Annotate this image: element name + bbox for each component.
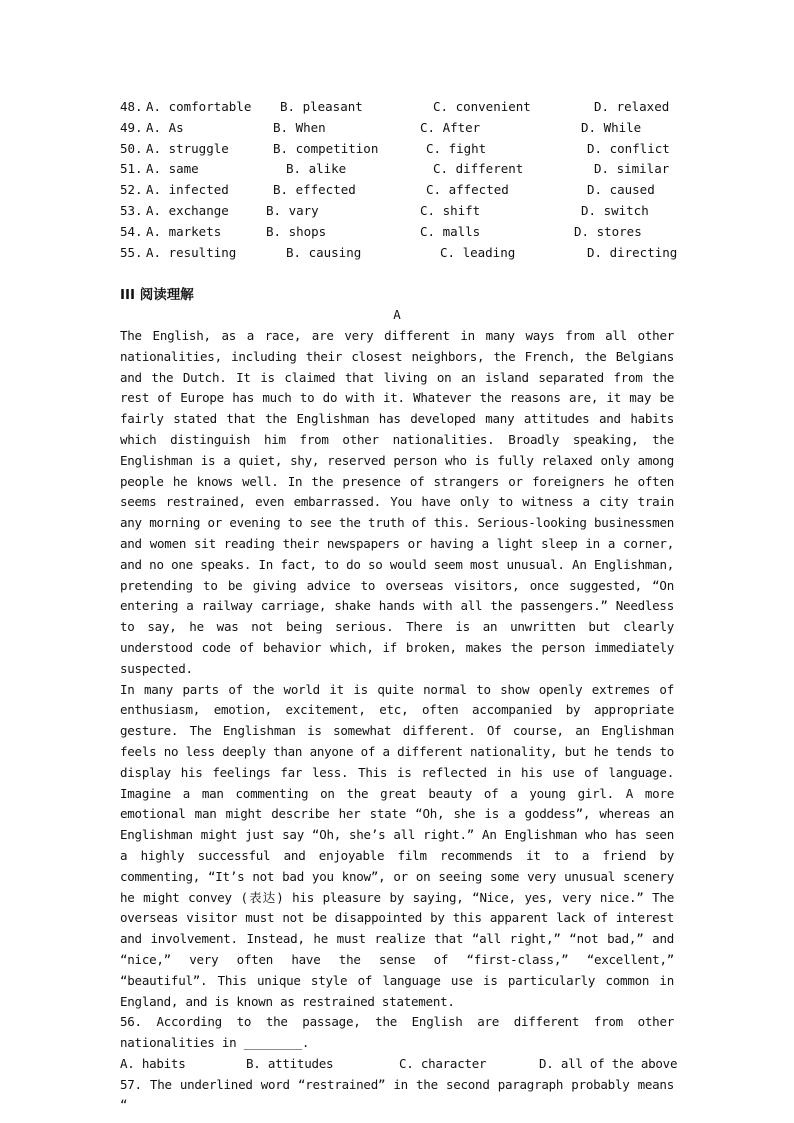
option-c: C. convenient: [433, 99, 531, 114]
passage-label: A: [393, 307, 401, 322]
question-57-stem: 57. The underlined word “restrained” in the second paragraph probably means “: [120, 1076, 674, 1113]
reading-passage: [120, 326, 678, 1116]
paragraph-1: The English, as a race, are very different in many ways from all other nationalities, including their closest neighbors, the French, the Belgians and the Dutch. It is claimed that living on an island separated from the rest of Europe has much to do with it. Whatever the reasons are, it may be fairly stated that the Englishman has developed many attitudes and habits which distinguish him from other nationalities. Broadly speaking, the Englishman is a quiet, shy, reserved person who is fully relaxed only among people he knows well. In the presence of strangers or foreigners he often seems restrained, even embarrassed. You have only to witness a city train any morning or evening to see the truth of this. Serious-looking businessmen and women sit reading their newspapers or having a light sleep in a corner, and no one speaks. In fact, to do so would seem most unusual. An Englishman, pretending to be giving advice to overseas visitors, once suggested, “On entering a railway carriage, shake hands with all the passengers.” Needless to say, he was not being serious. There is an unwritten but clearly understood code of behavior which, if broken, makes the person immediately suspected.: [120, 328, 674, 676]
option-d: D. conflict: [587, 140, 670, 156]
option-c: C. shift: [420, 202, 481, 218]
option-c: C. fight: [426, 140, 487, 156]
question-56-stem: 56. According to the passage, the English are different from other nationalities in ________.: [120, 1014, 674, 1051]
option-a: A. habits: [120, 1055, 186, 1071]
option-c: C. After: [420, 119, 481, 135]
question-number: 50.: [120, 140, 143, 156]
option-a: A. markets: [146, 223, 222, 239]
option-c: C. leading: [440, 244, 516, 260]
option-a: A. struggle: [146, 140, 229, 156]
option-c: C. character: [399, 1055, 487, 1071]
option-d: D. similar: [594, 161, 670, 177]
option-d: D. directing: [587, 244, 678, 260]
option-c: C. different: [433, 161, 524, 177]
option-row-48: [120, 97, 680, 118]
question-number: 53.: [120, 202, 143, 218]
option-a: A. infected: [146, 182, 229, 198]
option-row-52: [120, 180, 680, 201]
option-d: D. relaxed: [594, 99, 670, 114]
question-number: 49.: [120, 119, 143, 135]
option-row-51: [120, 159, 680, 180]
option-b: B. vary: [266, 202, 319, 218]
question-number: 51.: [120, 161, 143, 177]
question-number: 52.: [120, 182, 143, 198]
option-row-53: [120, 201, 680, 222]
option-d: D. While: [581, 119, 642, 135]
paragraph-2: In many parts of the world it is quite normal to show openly extremes of enthusiasm, emotion, excitement, etc, often accompanied by appropriate gesture. The Englishman is somewhat different. Of course, an Englishman feels no less deeply than anyone of a different nationality, but he tends to display his feelings far less. This is reflected in his use of language. Imagine a man commenting on the great beauty of a young girl. A more emotional man might describe her state “Oh, she is a goddess”, whereas an Englishman might just say “Oh, she’s all right.” An Englishman who has seen a highly successful and enjoyable film recommends it to a friend by commenting, “It’s not bad you know”, or on seeing some very unusual scenery he might convey (表达) his pleasure by saying, “Nice, yes, very nice.” The overseas visitor must not be disappointed by this apparent lack of interest and involvement. Instead, he must realize that “all right,” “not bad,” and “nice,” very often have the sense of “first-class,” “excellent,” “beautiful”. This unique style of language use is particularly common in England, and is known as restrained statement.: [120, 681, 674, 1009]
question-number: 54.: [120, 223, 143, 239]
option-row-54: [120, 222, 680, 243]
question-number: 48.: [120, 99, 143, 114]
option-row-49: [120, 118, 680, 139]
option-a: A. As: [146, 119, 184, 135]
question-number: 55.: [120, 244, 143, 260]
option-c: C. affected: [426, 182, 509, 198]
option-d: D. stores: [574, 223, 642, 239]
option-a: A. same: [146, 161, 199, 177]
option-a: A. exchange: [146, 202, 229, 218]
option-a: A. resulting: [146, 244, 237, 260]
option-d: D. caused: [587, 182, 655, 198]
option-b: B. attitudes: [246, 1055, 334, 1071]
option-row-50: [120, 139, 680, 160]
option-b: B. alike: [286, 161, 347, 177]
cloze-options: [120, 97, 680, 263]
option-a: A. comfortable: [146, 99, 252, 114]
option-b: B. shops: [266, 223, 327, 239]
option-row-55: [120, 243, 680, 264]
option-c: C. malls: [420, 223, 481, 239]
option-d: D. all of the above: [539, 1055, 678, 1071]
option-b: B. When: [273, 119, 326, 135]
option-d: D. switch: [581, 202, 649, 218]
option-b: B. effected: [273, 182, 356, 198]
option-b: B. pleasant: [280, 99, 363, 114]
question-56-options: [120, 1054, 678, 1075]
option-b: B. competition: [273, 140, 379, 156]
section-title: III 阅读理解: [120, 287, 194, 303]
option-b: B. causing: [286, 244, 362, 260]
